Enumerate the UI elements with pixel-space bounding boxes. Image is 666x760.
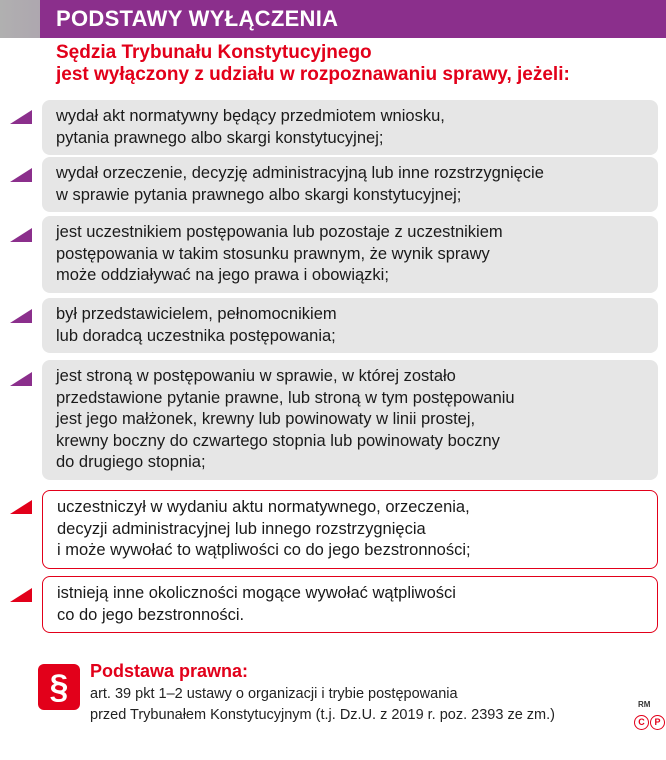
item-text-line: krewny boczny do czwartego stopnia lub powinowaty boczny [56,431,500,450]
item-text-line: był przedstawicielem, pełnomocnikiem [56,305,337,323]
legal-basis-line: przed Trybunałem Konstytucyjnym (t.j. Dz.U. z 2019 r. poz. 2393 ze zm.) [90,707,555,723]
item-text-line: jest stroną w postępowaniu w sprawie, w której zostało [56,367,456,385]
item-text-line: lub doradcą uczestnika postępowania; [56,326,336,345]
list-item-highlighted [42,490,658,569]
heading-line: jest wyłączony z udziału w rozpoznawaniu sprawy, jeżeli: [56,64,570,85]
section-heading [56,42,656,86]
item-text-line: i może wywołać to wątpliwości co do jego bezstronności; [57,541,471,559]
list-item-highlighted [42,576,658,633]
item-text-line: co do jego bezstronności. [57,605,245,624]
legal-basis-text [90,684,555,726]
triangle-marker-icon [10,588,32,602]
page-title: PODSTAWY WYŁĄCZENIA [56,6,339,31]
copyright-logo-icon [634,714,666,730]
item-text-line: może oddziaływać na jego prawa i obowiązki; [56,266,389,284]
item-text-line: jest jego małżonek, krewny lub powinowaty w linii prostej, [56,410,476,428]
list-item [42,360,658,480]
list-item [42,100,658,155]
item-text-line: uczestniczył w wydaniu aktu normatywnego, orzeczenia, [57,498,470,516]
triangle-marker-icon [10,309,32,323]
item-text-line: pytania prawnego albo skargi konstytucyjnej; [56,128,384,147]
triangle-marker-icon [10,110,32,124]
legal-basis-line: art. 39 pkt 1–2 ustawy o organizacji i trybie postępowania [90,686,458,702]
triangle-marker-icon [10,168,32,182]
credit-p: P [650,715,665,730]
legal-basis-title: Podstawa prawna: [90,661,249,681]
list-item [42,216,658,293]
item-text-line: istnieją inne okoliczności mogące wywołać wątpliwości [57,584,456,602]
item-text-line: w sprawie pytania prawnego albo skargi konstytucyjnej; [56,185,462,204]
paragraph-icon: § [38,664,80,710]
triangle-marker-icon [10,372,32,386]
item-text-line: decyzji administracyjnej lub innego rozstrzygnięcia [57,519,426,538]
item-text-line: wydał orzeczenie, decyzję administracyjną lub inne rozstrzygnięcie [56,164,544,182]
credit-c: C [634,715,649,730]
item-text-line: postępowania w takim stosunku prawnym, że wynik sprawy [56,244,490,263]
item-text-line: do drugiego stopnia; [56,453,206,471]
credit-rm: RM [638,700,651,709]
item-text-line: przedstawione pytanie prawne, lub stroną w tym postępowaniu [56,388,515,407]
item-text-line: jest uczestnikiem postępowania lub pozostaje z uczestnikiem [56,223,503,241]
item-text-line: wydał akt normatywny będący przedmiotem wniosku, [56,107,445,125]
triangle-marker-icon [10,228,32,242]
list-item [42,298,658,353]
list-item [42,157,658,212]
heading-line: Sędzia Trybunału Konstytucyjnego [56,42,372,63]
triangle-marker-icon [10,500,32,514]
